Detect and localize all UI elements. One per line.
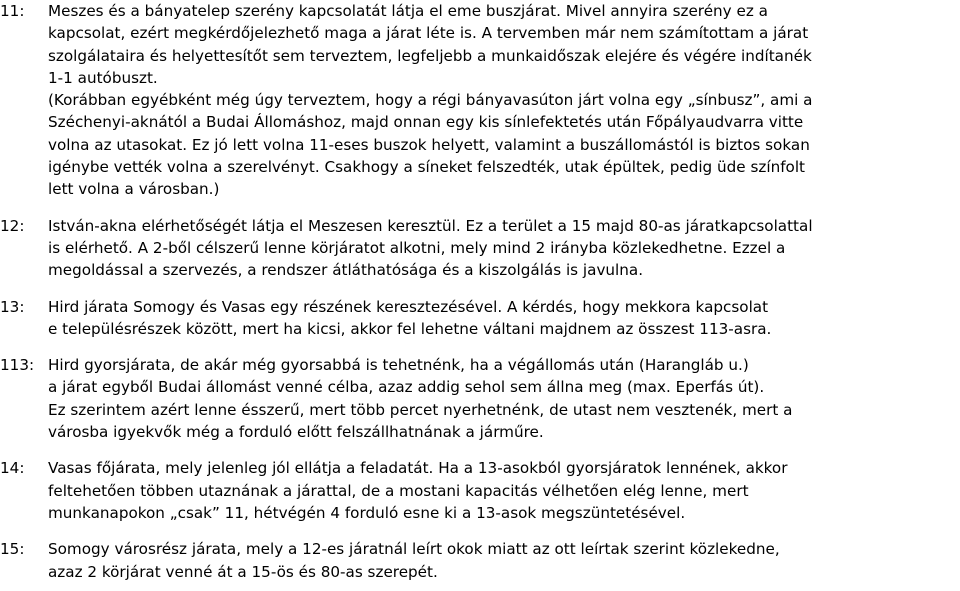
text-line: István-akna elérhetőségét látja el Meszesen keresztül. Ez a terület a 15 majd 80-as járatkapcsolattal [48,216,813,235]
text-line: Széchenyi-aknától a Budai Állomáshoz, majd onnan egy kis sínlefektetés után Főpályaudvarra vitte [48,113,804,132]
text-line: volna az utasokat. Ez jó lett volna 11-eses buszok helyett, valamint a buszállomástól is biztos sokan [48,135,810,154]
paragraph-gap [0,201,960,215]
route-number: 12: [0,216,25,235]
text-line: szolgálataira és helyettesítőt sem terveztem, legfeljebb a munkaidőszak elejére és végére indítanék [48,46,812,65]
text-line: Meszes és a bányatelep szerény kapcsolatát látja el eme buszjárat. Mivel annyira szerény ez a [48,2,768,20]
paragraph-gap [0,524,960,538]
route-description [48,0,960,201]
paragraph-gap [0,443,960,457]
route-description [48,296,960,341]
text-line: Hird járata Somogy és Vasas egy részének keresztezésével. A kérdés, hogy mekkora kapcsolat [48,297,769,316]
route-number: 15: [0,540,25,559]
text-line: (Korábban egyébként még úgy terveztem, hogy a régi bányavasúton járt volna egy „sínbusz”, ami a [48,91,813,110]
text-line: a járat egyből Budai állomást venné célba, azaz addig sehol sem állna meg (max. Eperfás út). [48,378,765,397]
route-entry-12 [0,215,960,282]
paragraph-gap [0,340,960,354]
text-line: Somogy városrész járata, mely a 12-es járatnál leírt okok miatt az ott leírtak szerint közlekedne, [48,540,780,559]
text-line: munkanapokon „csak” 11, hétvégén 4 forduló esne ki a 13-asok megszüntetésével. [48,503,686,522]
route-entry-15 [0,538,960,583]
route-description [48,538,960,583]
text-line: azaz 2 körjárat venné át a 15-ös és 80-as szerepét. [48,562,438,581]
text-line: városba igyekvők még a forduló előtt felszállhatnának a járműre. [48,423,544,442]
route-entry-14 [0,457,960,524]
route-number: 14: [0,459,25,478]
route-number: 13: [0,297,25,316]
text-line: Ez szerintem azért lenne ésszerű, mert több percet nyerhetnénk, de utast nem vesztenék, mert a [48,400,793,419]
text-line: is elérhető. A 2-ből célszerű lenne körjáratot alkotni, mely mind 2 irányba közlekedhetne. Ezzel a [48,238,786,257]
route-number: 11: [0,2,25,20]
paragraph-gap [0,282,960,296]
text-line: 1-1 autóbuszt. [48,68,158,87]
text-line: Hird gyorsjárata, de akár még gyorsabbá is tehetnénk, ha a végállomás után (Harangláb u.) [48,356,749,375]
text-line: kapcsolat, ezért megkérdőjelezhető maga a járat léte is. A tervemben már nem számítottam a járat [48,24,809,43]
text-line: igénybe vették volna a szerelvényt. Csakhogy a síneket felszedték, utak épültek, pedig üde színfolt [48,158,806,177]
text-line: e településrészek között, mert ha kicsi, akkor fel lehetne váltani majdnem az összest 113-asra. [48,319,772,338]
text-line: feltehetően többen utaznának a járattal, de a mostani kapacitás vélhetően elég lenne, mert [48,481,749,500]
text-line: lett volna a városban.) [48,180,220,199]
route-entry-11 [0,0,960,201]
route-entry-113 [0,354,960,443]
text-line: Vasas főjárata, mely jelenleg jól ellátja a feladatát. Ha a 13-asokból gyorsjáratok lennének, akkor [48,459,788,478]
route-description [48,215,960,282]
route-description [48,457,960,524]
text-line: megoldással a szervezés, a rendszer átláthatósága és a kiszolgálás is javulna. [48,261,644,280]
route-entry-13 [0,296,960,341]
route-description [48,354,960,443]
route-number: 113: [0,356,35,375]
